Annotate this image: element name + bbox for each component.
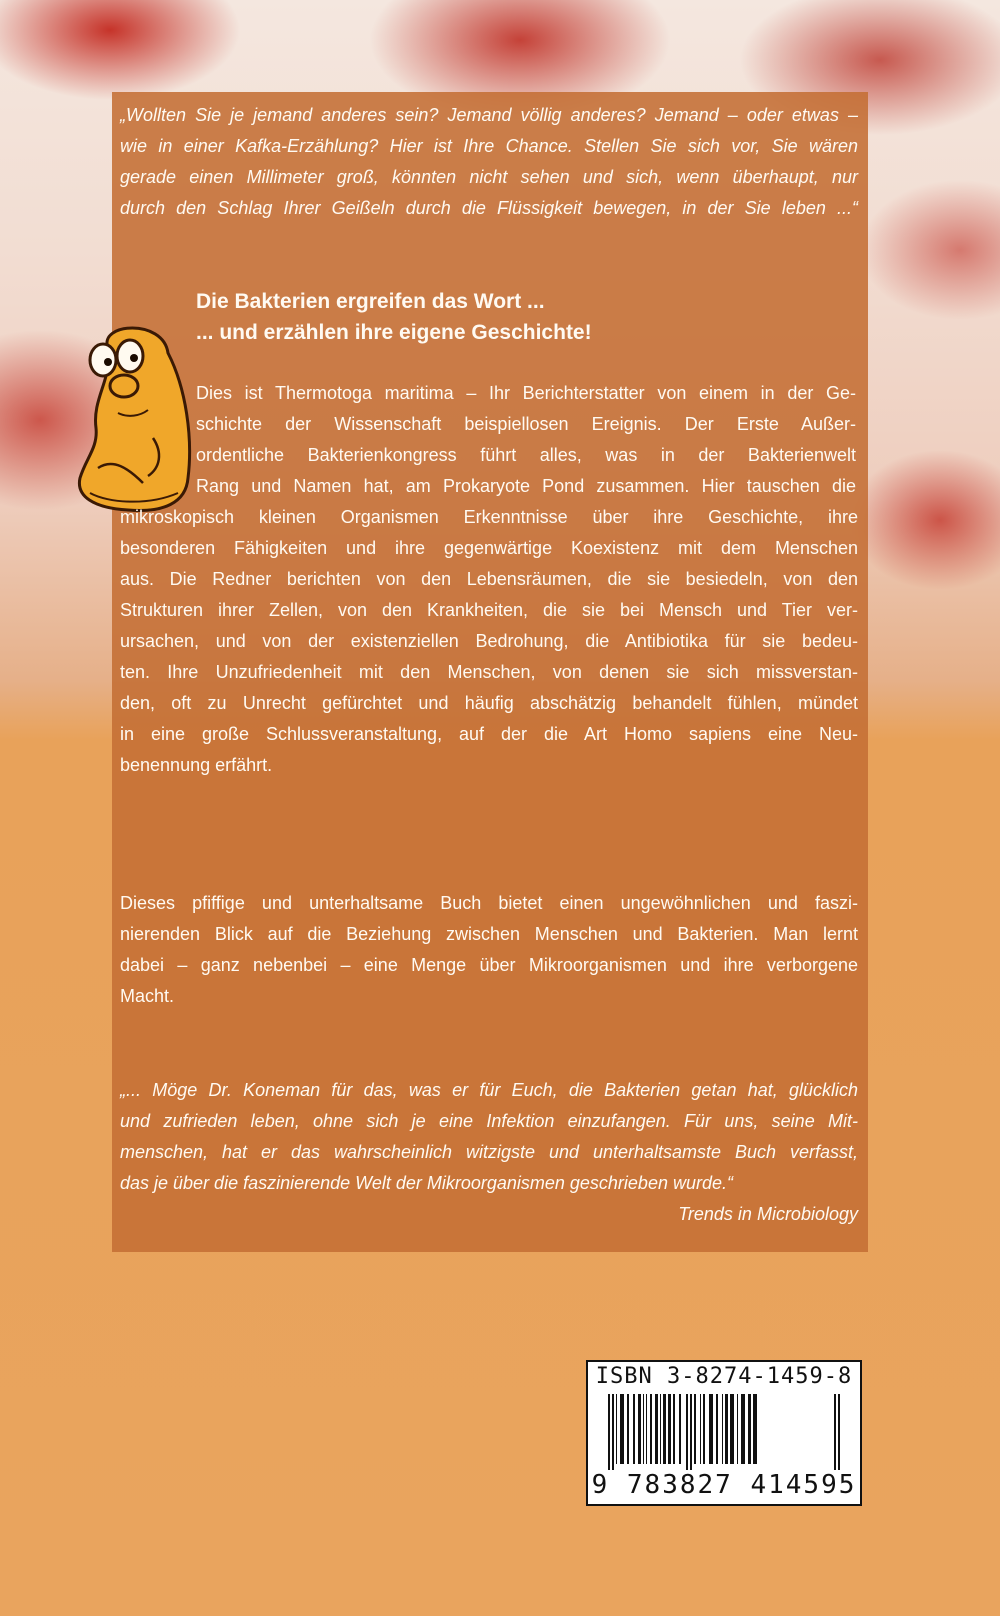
- barcode-bar: [650, 1394, 652, 1464]
- barcode-bar: [748, 1394, 751, 1464]
- intro-quote-line: durch den Schlag Ihrer Geißeln durch die Flüssigkeit bewegen, in der Sie leben ...“: [120, 198, 858, 218]
- barcode-bar: [655, 1394, 658, 1464]
- intro-quote-line: „Wollten Sie je jemand anderes sein? Jemand völlig anderes? Jemand – oder etwas –: [120, 105, 858, 125]
- isbn-label: ISBN 3-8274-1459-8: [595, 1364, 853, 1389]
- barcode-bar: [737, 1394, 738, 1464]
- description-lead: [196, 378, 856, 502]
- barcode-bar: [646, 1394, 647, 1464]
- barcode-bar: [709, 1394, 713, 1464]
- description-line: ordentliche Bakterienkongress führt alles, was in der Bakterienwelt: [196, 445, 856, 465]
- description-line: in eine große Schlussveranstaltung, auf der die Art Homo sapiens eine Neu-: [120, 724, 858, 744]
- barcode-bar: [612, 1394, 614, 1470]
- bacterium-cartoon-icon: [68, 318, 196, 518]
- barcode-bar: [638, 1394, 641, 1464]
- summary-line: dabei – ganz nebenbei – eine Menge über Mikroorganismen und ihre verborgene: [120, 955, 858, 975]
- review-quote: [120, 1075, 858, 1199]
- barcode-bar: [700, 1394, 701, 1464]
- description-line: Dies ist Thermotoga maritima – Ihr Berichterstatter von einem in der Ge-: [196, 383, 856, 403]
- barcode-bar: [716, 1394, 718, 1464]
- description-body: [120, 502, 858, 781]
- barcode-bars: [606, 1394, 842, 1470]
- summary-line: nierenden Blick auf die Beziehung zwischen Menschen und Bakterien. Man lernt: [120, 924, 858, 944]
- isbn-barcode: [586, 1360, 862, 1506]
- intro-quote-line: wie in einer Kafka-Erzählung? Hier ist Ihre Chance. Stellen Sie sich vor, Sie wären: [120, 136, 858, 156]
- barcode-bar: [643, 1394, 644, 1464]
- barcode-bar: [703, 1394, 705, 1464]
- description-line: ursachen, und von der existenziellen Bedrohung, die Antibiotika für sie bedeu-: [120, 631, 858, 651]
- ean-number: 9 783827 414595: [591, 1470, 857, 1500]
- description-line: schichte der Wissenschaft beispiellosen Ereignis. Der Erste Außer-: [196, 414, 856, 434]
- barcode-bar: [679, 1394, 681, 1464]
- barcode-bar: [608, 1394, 610, 1470]
- review-line: das je über die faszinierende Welt der Mikroorganismen geschrieben wurde.“: [120, 1173, 733, 1193]
- barcode-bar: [660, 1394, 661, 1464]
- description-line: benennung erfährt.: [120, 755, 273, 775]
- barcode-bar: [633, 1394, 635, 1464]
- description-line: aus. Die Redner berichten von den Lebensräumen, die sie besiedeln, von den: [120, 569, 858, 589]
- barcode-bar: [741, 1394, 745, 1464]
- barcode-bar: [663, 1394, 666, 1464]
- barcode-bar: [673, 1394, 675, 1464]
- barcode-bar: [834, 1394, 836, 1470]
- barcode-bar: [753, 1394, 757, 1464]
- description-line: besonderen Fähigkeiten und ihre gegenwärtige Koexistenz mit dem Menschen: [120, 538, 858, 558]
- review-source: Trends in Microbiology: [678, 1204, 858, 1224]
- headline-line-1: Die Bakterien ergreifen das Wort ...: [196, 290, 545, 313]
- barcode-bar: [668, 1394, 671, 1464]
- barcode-bar: [616, 1394, 617, 1464]
- headline: [196, 286, 796, 348]
- description-line: den, oft zu Unrecht gefürchtet und häufig abschätzig behandelt fühlen, mündet: [120, 693, 858, 713]
- description-line: Strukturen ihrer Zellen, von den Krankheiten, die sie bei Mensch und Tier ver-: [120, 600, 858, 620]
- description-line: Rang und Namen hat, am Prokaryote Pond zusammen. Hier tauschen die: [196, 476, 856, 496]
- barcode-bar: [694, 1394, 696, 1464]
- intro-quote-line: gerade einen Millimeter groß, könnten nicht sehen und sich, wenn überhaupt, nur: [120, 167, 858, 187]
- barcode-bar: [722, 1394, 723, 1464]
- description-line: ten. Ihre Unzufriedenheit mit den Menschen, von denen sie sich missverstan-: [120, 662, 858, 682]
- review-line: und zufrieden leben, ohne sich je eine Infektion einzufangen. Für uns, seine Mit-: [120, 1111, 858, 1131]
- review-line: menschen, hat er das wahrscheinlich witzigste und unterhaltsamste Buch verfasst,: [120, 1142, 858, 1162]
- barcode-bar: [690, 1394, 692, 1470]
- headline-line-2: ... und erzählen ihre eigene Geschichte!: [196, 321, 592, 344]
- summary-line: Macht.: [120, 986, 175, 1006]
- intro-quote: [120, 100, 858, 224]
- barcode-bar: [627, 1394, 629, 1464]
- barcode-bar: [620, 1394, 624, 1464]
- review-line: „... Möge Dr. Koneman für das, was er für Euch, die Bakterien getan hat, glücklich: [120, 1080, 858, 1100]
- barcode-bar: [730, 1394, 734, 1464]
- barcode-bar: [686, 1394, 688, 1470]
- description-summary: [120, 888, 858, 1012]
- description-line: mikroskopisch kleinen Organismen Erkenntnisse über ihre Geschichte, ihre: [120, 507, 858, 527]
- barcode-bar: [725, 1394, 728, 1464]
- barcode-bar: [838, 1394, 840, 1470]
- summary-line: Dieses pfiffige und unterhaltsame Buch bietet einen ungewöhnlichen und faszi-: [120, 893, 858, 913]
